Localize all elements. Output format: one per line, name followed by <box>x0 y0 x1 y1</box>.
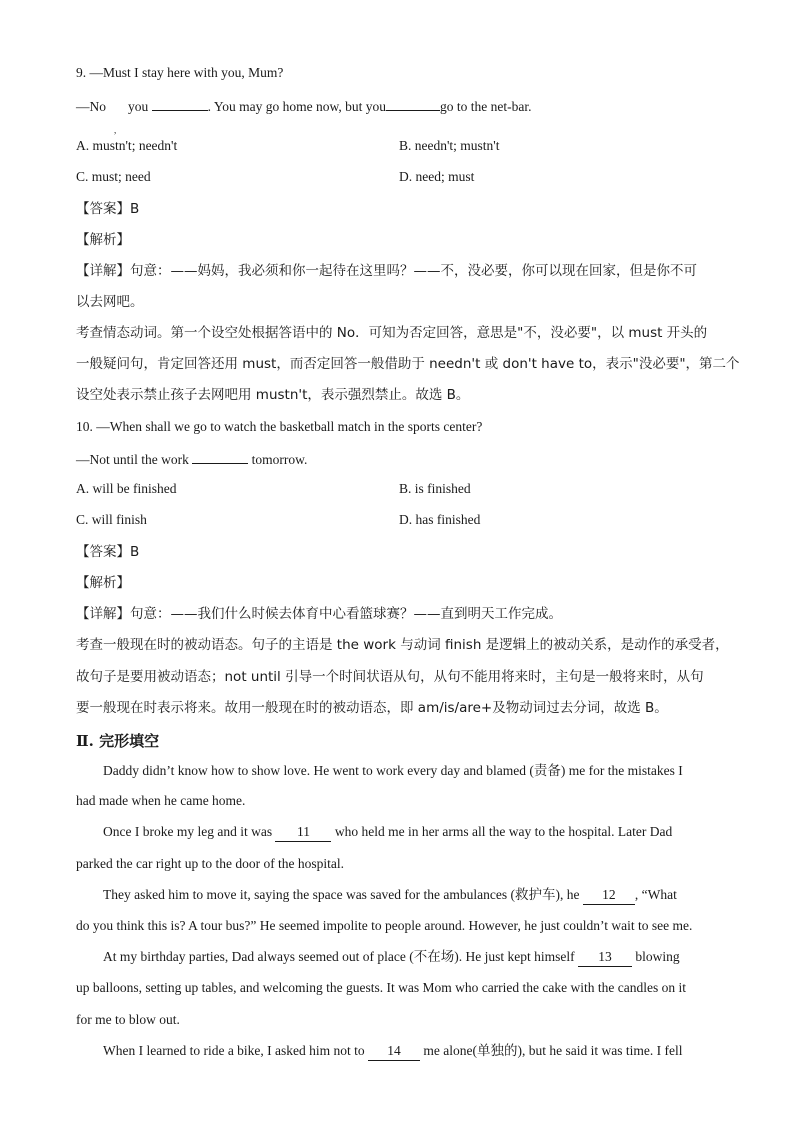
q10-answer: 【答案】B <box>76 544 140 560</box>
q9-reply-mid: . You may go home now, but you <box>207 99 387 114</box>
q9-analysis-label: 【解析】 <box>76 232 130 248</box>
passage-p4-line-1 <box>103 948 718 967</box>
q10-option-c[interactable]: C. will finish <box>76 512 147 527</box>
q10-reply <box>76 449 718 469</box>
passage-p1-line-2: had made when he came home. <box>76 793 246 808</box>
q9-detail-line-3: 考查情态动词。第一个设空处根据答语中的 No．可知为否定回答，意思是"不，没必要"，以 must 开头的 <box>76 325 708 341</box>
q9-option-c[interactable]: C. must; need <box>76 169 151 184</box>
passage-p3-line-1 <box>103 886 718 905</box>
passage-p1-line-1: Daddy didn’t know how to show love. He went to work every day and blamed (责备) me for the mistakes I <box>103 763 683 778</box>
q9-detail-line-1: 【详解】句意：——妈妈，我必须和你一起待在这里吗？——不，没必要，你可以现在回家，但是你不可 <box>76 263 697 279</box>
q9-option-a[interactable]: A. mustn't; needn't <box>76 138 178 153</box>
q10-question: 10. —When shall we go to watch the basketball match in the sports center? <box>76 419 483 434</box>
q9-detail-line-4: 一般疑问句，肯定回答还用 must，而否定回答一般借助于 needn't 或 don't have to，表示"没必要"，第二个 <box>76 356 740 372</box>
q10-reply-start: —Not until the work <box>76 452 189 467</box>
passage-p4-text-b: blowing <box>635 949 680 964</box>
passage-p5-text-b: me alone(单独的), but he said it was time. I fell <box>423 1043 683 1058</box>
q10-blank[interactable] <box>192 449 248 464</box>
q9-blank-2[interactable] <box>386 96 440 111</box>
q10-detail-line-4: 要一般现在时表示将来。故用一般现在时的被动语态，即 am/is/are+及物动词过去分词，故选 B。 <box>76 700 668 716</box>
blank-12[interactable]: 12 <box>583 886 635 905</box>
q9-option-d[interactable]: D. need; must <box>399 169 475 184</box>
blank-13[interactable]: 13 <box>578 948 632 967</box>
passage-p3-text-a: They asked him to move it, saying the space was saved for the ambulances (救护车), he <box>103 887 580 902</box>
q10-option-d[interactable]: D. has finished <box>399 512 481 527</box>
q9-blank-1[interactable] <box>152 96 208 111</box>
passage-p3-line-2: do you think this is? A tour bus?” He seemed impolite to people around. However, he just couldn’t wait to see me. <box>76 918 693 933</box>
q10-reply-end: tomorrow. <box>251 452 308 467</box>
q9-reply-start: —No <box>76 99 106 114</box>
q10-option-a[interactable]: A. will be finished <box>76 481 177 496</box>
q9-answer: 【答案】B <box>76 201 140 217</box>
passage-p4-line-2: up balloons, setting up tables, and welcoming the guests. It was Mom who carried the cake with the candles on it <box>76 980 686 995</box>
q9-reply-you: you <box>128 99 149 114</box>
q10-detail-line-1: 【详解】句意：——我们什么时候去体育中心看篮球赛？——直到明天工作完成。 <box>76 606 562 622</box>
q9-option-b[interactable]: B. needn't; mustn't <box>399 138 500 153</box>
q10-detail-line-3: 故句子是要用被动语态；not until 引导一个时间状语从句，从句不能用将来时，主句是一般将来时，从句 <box>76 669 704 685</box>
blank-14[interactable]: 14 <box>368 1042 420 1061</box>
passage-p2-line-1 <box>103 823 718 842</box>
passage-p3-text-b: , “What <box>634 887 677 902</box>
passage-p4-text-a: At my birthday parties, Dad always seemed out of place (不在场). He just kept himself <box>103 949 575 964</box>
passage-p4-line-3: for me to blow out. <box>76 1012 180 1027</box>
q10-option-b[interactable]: B. is finished <box>399 481 471 496</box>
blank-11[interactable]: 11 <box>275 823 331 842</box>
passage-p5-line-1 <box>103 1042 718 1061</box>
passage-p5-text-a: When I learned to ride a bike, I asked him not to <box>103 1043 365 1058</box>
q9-reply-end: go to the net-bar. <box>440 99 532 114</box>
q10-detail-line-2: 考查一般现在时的被动语态。句子的主语是 the work 与动词 finish 是逻辑上的被动关系，是动作的承受者， <box>76 637 729 653</box>
q9-reply: —No , you . You may go home now, but you go to the net-bar. <box>76 96 718 116</box>
passage-p2-text-a: Once I broke my leg and it was <box>103 824 273 839</box>
section-title: Ⅱ. 完形填空 <box>76 732 160 750</box>
q10-analysis-label: 【解析】 <box>76 575 130 591</box>
q9-detail-line-2: 以去网吧。 <box>76 294 144 310</box>
passage-p2-text-b: who held me in her arms all the way to the hospital. Later Dad <box>334 824 673 839</box>
q9-question: 9. —Must I stay here with you, Mum? <box>76 65 284 80</box>
q9-detail-line-5: 设空处表示禁止孩子去网吧用 mustn't，表示强烈禁止。故选 B。 <box>76 387 470 403</box>
passage-p2-line-2: parked the car right up to the door of the hospital. <box>76 856 345 871</box>
